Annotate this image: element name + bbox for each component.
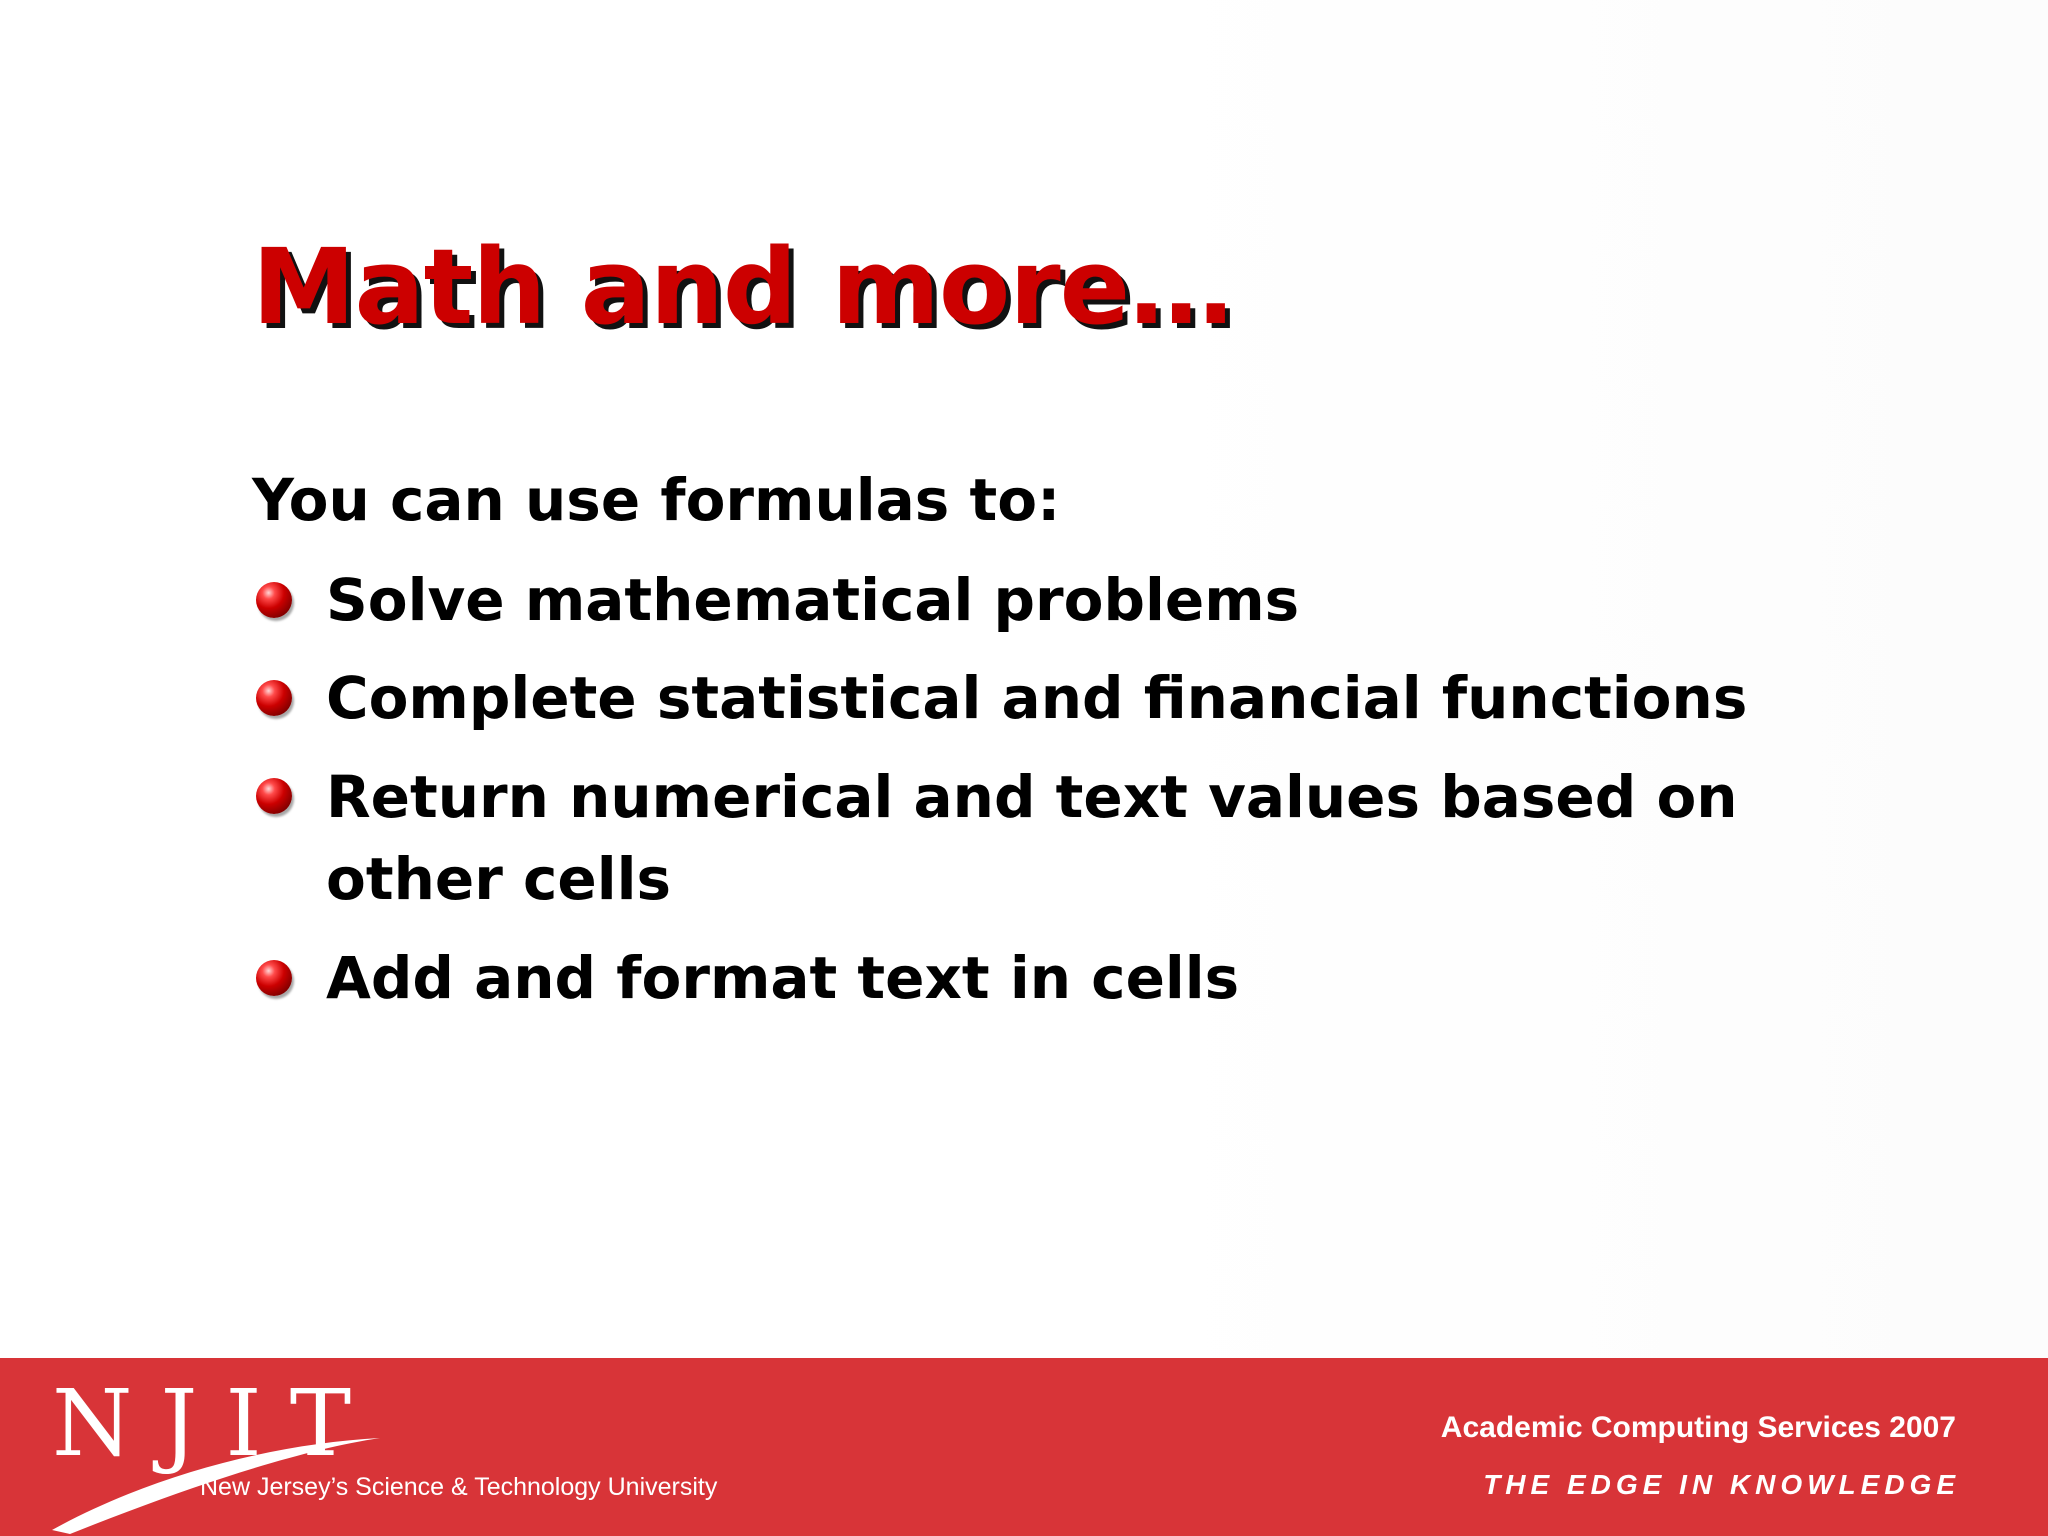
bullet-text: Return numerical and text values based on other cells — [326, 763, 1738, 913]
red-sphere-bullet-icon — [256, 680, 292, 716]
logo-tagline: New Jersey’s Science & Technology University — [200, 1473, 718, 1501]
footer-services-text: Academic Computing Services 2007 — [1440, 1411, 1956, 1444]
slide-title: Math and more… — [252, 226, 1233, 348]
bullet-item — [252, 938, 1912, 1018]
bullet-list — [252, 560, 1912, 1036]
intro-text: You can use formulas to: — [252, 466, 1061, 534]
red-sphere-bullet-icon — [256, 582, 292, 618]
red-sphere-bullet-icon — [256, 960, 292, 996]
bullet-text: Add and format text in cells — [326, 944, 1240, 1012]
bullet-item — [252, 756, 1912, 920]
logo-letters: NJIT — [52, 1370, 380, 1477]
footer-banner — [0, 1358, 2048, 1536]
bullet-text: Complete statistical and financial functions — [326, 664, 1748, 732]
logo-swoosh-icon — [0, 1358, 780, 1536]
red-sphere-bullet-icon — [256, 778, 292, 814]
bullet-item — [252, 560, 1912, 640]
njit-logo — [0, 1358, 780, 1536]
bullet-item — [252, 658, 1912, 738]
footer-motto-text: THE EDGE IN KNOWLEDGE — [1483, 1469, 1960, 1500]
bullet-text: Solve mathematical problems — [326, 566, 1300, 634]
